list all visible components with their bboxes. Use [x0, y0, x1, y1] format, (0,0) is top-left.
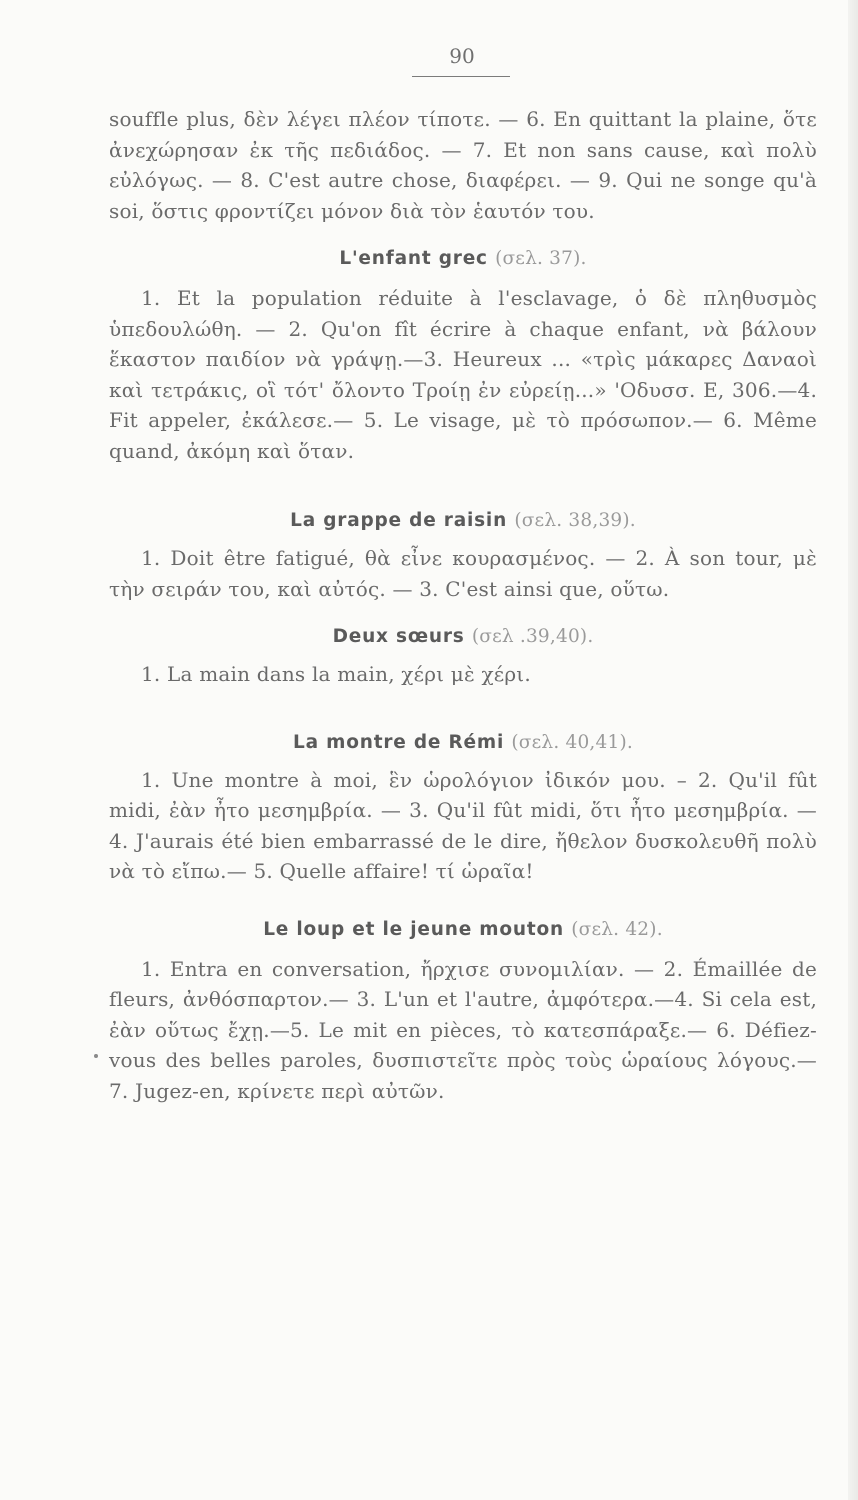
section-title: La montre de Rémi: [293, 731, 505, 753]
section-page-ref: (σελ. 40,41).: [511, 731, 633, 753]
grappe-paragraph: 1. Doit être fatigué, θὰ εἶνε κουρασμένος. — 2. À son tour, μὲ τὴν σειράν του, καὶ αὐτός. — 3. C'est ainsi que, οὕτω.: [109, 546, 817, 601]
page-edge-shadow: [848, 0, 858, 1500]
section-page-ref: (σελ. 37).: [495, 248, 587, 269]
section-heading-enfant-grec: [109, 248, 817, 269]
section-title: Le loup et le jeune mouton: [263, 918, 564, 940]
section-heading-montre: [109, 732, 817, 753]
page-content: [109, 104, 817, 1106]
section-page-ref: (σελ .39,40).: [471, 626, 594, 647]
section-title: La grappe de raisin: [290, 510, 508, 531]
section-title: L'enfant grec: [339, 248, 488, 269]
intro-paragraph: souffle plus, δὲν λέγει πλέον τίποτε. — 6. En quittant la plaine, ὅτε ἀνεχώρησαν ἐκ τῆς πεδιάδος. — 7. Et non sans cause, καὶ πολὺ εὐλόγως. — 8. C'est autre chose, διαφέρει. — 9. Qui ne songe qu'à soi, ὅστις φροντίζει μόνον διὰ τὸν ἑαυτόν του.: [109, 107, 817, 223]
page-number: 90: [449, 44, 475, 68]
section-page-ref: (σελ. 38,39).: [514, 510, 636, 531]
loup-paragraph: 1. Entra en conversation, ἤρχισε συνομιλίαν. — 2. Émaillée de fleurs, ἀνθόσπαρτον.— 3. L'un et l'autre, ἀμφότερα.—4. Si cela est, ἐὰν οὕτως ἔχῃ.—5. Le mit en pièces, τὸ κατεσπάραξε.— 6. Défiez-vous des belles paroles, δυσπιστεῖτε πρὸς τοὺς ὡραίους λόγους.— 7. Jugez-en, κρίνετε περὶ αὐτῶν.: [109, 956, 817, 1103]
section-page-ref: (σελ. 42).: [571, 918, 663, 940]
section-heading-deux-soeurs: [109, 626, 817, 647]
deux-soeurs-paragraph: 1. La main dans la main, χέρι μὲ χέρι.: [141, 662, 531, 686]
enfant-grec-paragraph: 1. Et la population réduite à l'esclavage, ὁ δὲ πληθυσμὸς ὑπεδουλώθη. — 2. Qu'on fît écrire à chaque enfant, νὰ βάλουν ἕκαστον παιδίον νὰ γράψῃ.—3. Heureux ... «τρὶς μάκαρες Δαναοὶ καὶ τετράκις, οἳ τότ' ὄλοντο Τροίῃ ἐν εὐρείῃ...» 'Οδυσσ. E, 306.—4. Fit appeler, ἐκάλεσε.— 5. Le visage, μὲ τὸ πρόσωπον.— 6. Même quand, ἀκόμη καὶ ὅταν.: [109, 286, 817, 463]
stray-ink-dot: [94, 1054, 98, 1058]
section-heading-loup: [109, 919, 817, 940]
section-heading-grappe: [109, 510, 817, 531]
section-title: Deux sœurs: [332, 626, 465, 647]
page-number-rule: [412, 76, 510, 77]
montre-paragraph: 1. Une montre à moi, ἓν ὡρολόγιον ἰδικόν μου. – 2. Qu'il fût midi, ἐὰν ἦτο μεσημβρία. — 3. Qu'il fût midi, ὅτι ἦτο μεσημβρία. — 4. J'aurais été bien embarrassé de le dire, ἤθελον δυσκολευθῆ πολὺ νὰ τὸ εἴπω.— 5. Quelle affaire! τί ὡραῖα!: [109, 767, 817, 883]
